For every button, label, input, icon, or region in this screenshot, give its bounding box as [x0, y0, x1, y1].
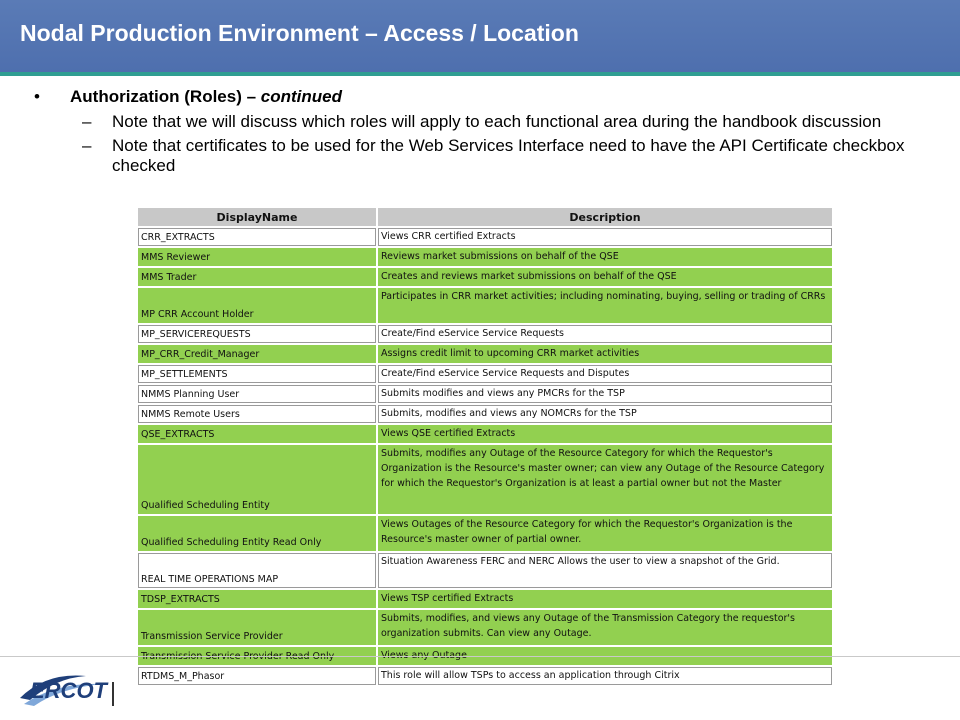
role-name: CRR_EXTRACTS — [137, 227, 377, 247]
bullet-main-italic: continued — [260, 87, 342, 106]
role-name: MMS Trader — [137, 267, 377, 287]
table-row — [137, 589, 833, 609]
table-row — [137, 384, 833, 404]
role-description: Create/Find eService Service Requests — [377, 324, 833, 344]
table-row — [137, 666, 833, 686]
bullet-dot-icon: • — [34, 87, 40, 106]
column-header-displayname: DisplayName — [137, 207, 377, 227]
table-row — [137, 404, 833, 424]
role-description: Submits, modifies, and views any Outage of the Transmission Category the requestor's organization submits. Can view any Outage. — [377, 609, 833, 646]
table-row — [137, 552, 833, 589]
role-name: TDSP_EXTRACTS — [137, 589, 377, 609]
role-description: Views Outages of the Resource Category for which the Requestor's Organization is the Resource's master owner of partial owner. — [377, 515, 833, 552]
ercot-logo — [16, 668, 116, 712]
role-description: Situation Awareness FERC and NERC Allows the user to view a snapshot of the Grid. — [377, 552, 833, 589]
logo-divider — [112, 682, 114, 706]
role-name: MP_SETTLEMENTS — [137, 364, 377, 384]
roles-table — [136, 206, 834, 687]
dash-icon: – — [82, 112, 92, 131]
role-name: REAL TIME OPERATIONS MAP — [137, 552, 377, 589]
column-header-description: Description — [377, 207, 833, 227]
role-name: Qualified Scheduling Entity Read Only — [137, 515, 377, 552]
table-row — [137, 267, 833, 287]
title-bar — [0, 0, 960, 72]
table-header-row — [137, 207, 833, 227]
table-row — [137, 424, 833, 444]
role-name: QSE_EXTRACTS — [137, 424, 377, 444]
role-description: Assigns credit limit to upcoming CRR market activities — [377, 344, 833, 364]
role-name: Qualified Scheduling Entity — [137, 444, 377, 515]
table-row — [137, 324, 833, 344]
table-row — [137, 344, 833, 364]
table-row — [137, 247, 833, 267]
role-name: MP CRR Account Holder — [137, 287, 377, 324]
table-row — [137, 227, 833, 247]
role-name: NMMS Planning User — [137, 384, 377, 404]
bullet-list — [34, 86, 934, 176]
sub-bullet-cert-note — [34, 136, 934, 176]
role-description: Create/Find eService Service Requests and Disputes — [377, 364, 833, 384]
role-description: Creates and reviews market submissions on behalf of the QSE — [377, 267, 833, 287]
role-description: Submits, modifies and views any NOMCRs for the TSP — [377, 404, 833, 424]
sub-bullet-roles-note — [34, 112, 934, 132]
role-description: Reviews market submissions on behalf of the QSE — [377, 247, 833, 267]
role-description: Submits modifies and views any PMCRs for the TSP — [377, 384, 833, 404]
bullet-main-text: Authorization (Roles) – — [70, 87, 261, 106]
page-title: Nodal Production Environment – Access / Location — [20, 20, 579, 46]
role-name: RTDMS_M_Phasor — [137, 666, 377, 686]
role-name: Transmission Service Provider — [137, 609, 377, 646]
dash-icon: – — [82, 136, 92, 155]
role-description: This role will allow TSPs to access an application through Citrix — [377, 666, 833, 686]
sub-bullet-2-text: Note that certificates to be used for the Web Services Interface need to have the API Certificate checkbox checked — [112, 136, 905, 175]
table-row — [137, 287, 833, 324]
role-description: Submits, modifies any Outage of the Resource Category for which the Requestor's Organization is the Resource's master owner; can view any Outage of the Resource Category for which the Requestor's Organization is at least a partial owner but not the Master — [377, 444, 833, 515]
role-description: Views QSE certified Extracts — [377, 424, 833, 444]
role-name: MP_SERVICEREQUESTS — [137, 324, 377, 344]
role-name: NMMS Remote Users — [137, 404, 377, 424]
table-row — [137, 444, 833, 515]
logo-text: ERCOT — [30, 678, 107, 703]
bullet-authorization — [34, 86, 934, 108]
role-name: MP_CRR_Credit_Manager — [137, 344, 377, 364]
role-name: MMS Reviewer — [137, 247, 377, 267]
role-description: Views TSP certified Extracts — [377, 589, 833, 609]
title-underline — [0, 72, 960, 76]
table-row — [137, 609, 833, 646]
sub-bullet-1-text: Note that we will discuss which roles will apply to each functional area during the handbook discussion — [112, 112, 882, 131]
role-description: Participates in CRR market activities; including nominating, buying, selling or trading of CRRs — [377, 287, 833, 324]
role-description: Views CRR certified Extracts — [377, 227, 833, 247]
footer-divider — [0, 656, 960, 657]
table-row — [137, 515, 833, 552]
table-row — [137, 364, 833, 384]
